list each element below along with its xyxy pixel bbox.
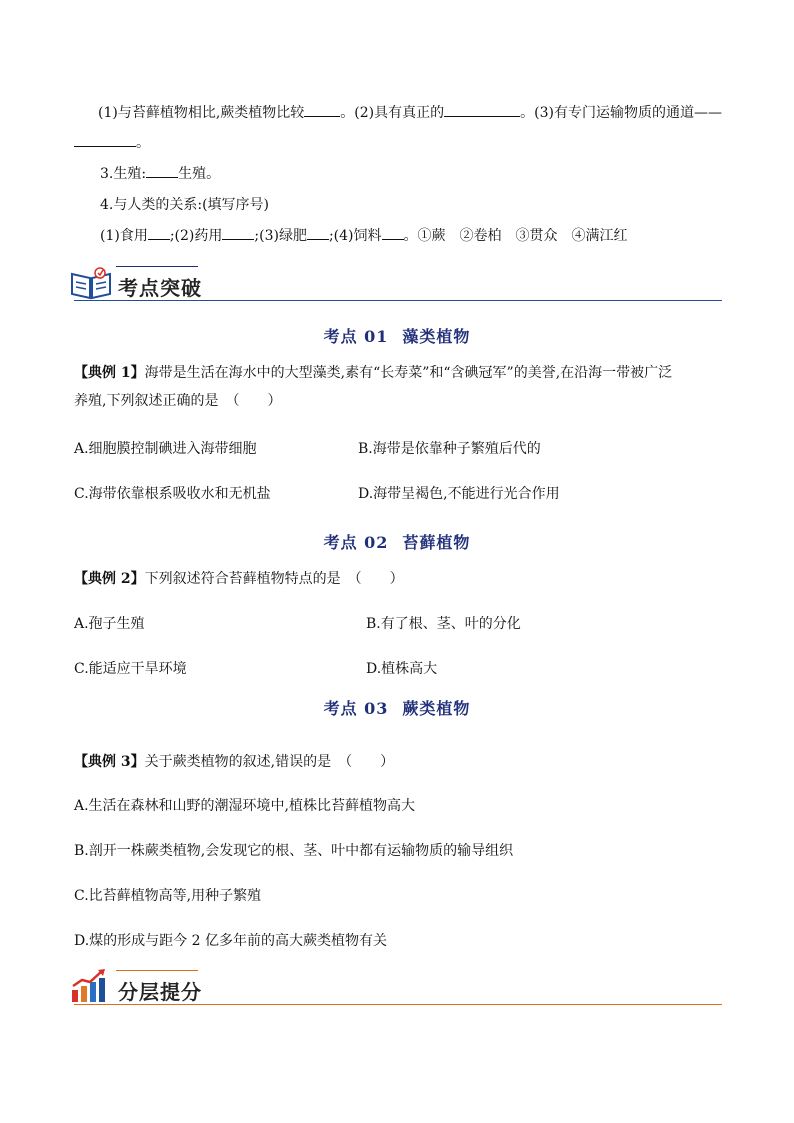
intro-text-5d: ;(4)饲料 xyxy=(328,228,382,244)
intro-line-4 xyxy=(100,196,269,214)
intro-text-4: 4.与人类的关系:(填写序号) xyxy=(100,197,269,213)
kp2-option-a: A.孢子生殖 xyxy=(74,616,145,632)
section2-divider xyxy=(74,1004,722,1005)
kp2-heading xyxy=(0,530,794,553)
kp1-option-c: C.海带依靠根系吸收水和无机盐 xyxy=(74,486,271,502)
blank xyxy=(307,227,329,240)
section-book-icon xyxy=(70,266,112,300)
kp1-option-b: B.海带是依靠种子繁殖后代的 xyxy=(358,441,541,457)
blank xyxy=(222,227,254,240)
kp2-question-text: 下列叙述符合苔藓植物特点的是 （ ） xyxy=(144,571,404,587)
section-title-fenceng: 分层提分 xyxy=(118,980,202,1004)
intro-text-5c: ;(3)绿肥 xyxy=(254,228,307,244)
kp3-option-a: A.生活在森林和山野的潮湿环境中,植株比苔藓植物高大 xyxy=(74,798,416,814)
blank xyxy=(444,104,520,117)
intro-line-2 xyxy=(74,134,150,152)
blank xyxy=(382,227,404,240)
kp1-heading xyxy=(0,324,794,347)
kp3-example-label: 【典例 3】 xyxy=(74,754,145,770)
kp3-option-c: C.比苔藓植物高等,用种子繁殖 xyxy=(74,888,262,904)
kp1-question-text1: 海带是生活在海水中的大型藻类,素有“长寿菜”和“含碘冠军”的美誉,在沿海一带被广泛 xyxy=(144,365,673,381)
kp3-heading xyxy=(0,696,794,719)
blank xyxy=(146,165,178,178)
section-divider xyxy=(74,300,722,301)
section-growth-chart-icon xyxy=(70,968,108,1004)
kp3-question-text: 关于蕨类植物的叙述,错误的是 （ ） xyxy=(144,754,395,770)
kp2-option-d: D.植株高大 xyxy=(366,661,438,677)
kp1-question-text2: 养殖,下列叙述正确的是 （ ） xyxy=(74,393,282,409)
intro-text-5e: 。①蕨 ②卷柏 ③贯众 ④满江红 xyxy=(403,228,628,244)
kp3-question xyxy=(74,753,394,771)
section2-title-overline xyxy=(116,970,198,971)
intro-text-3a: 3.生殖: xyxy=(100,166,147,182)
intro-text-5b: ;(2)药用 xyxy=(169,228,223,244)
kp2-heading-name: 苔藓植物 xyxy=(402,533,471,552)
kp1-example-label: 【典例 1】 xyxy=(74,365,145,381)
kp2-heading-num: 考点 02 xyxy=(323,533,389,552)
kp3-heading-name: 蕨类植物 xyxy=(402,699,471,718)
kp1-heading-name: 藻类植物 xyxy=(402,327,471,346)
intro-text-1b: 。(2)具有真正的 xyxy=(340,105,445,121)
intro-text-3b: 生殖。 xyxy=(178,166,221,182)
kp3-option-b: B.剖开一株蕨类植物,会发现它的根、茎、叶中都有运输物质的输导组织 xyxy=(74,843,514,859)
intro-line-3 xyxy=(100,165,220,183)
kp2-question xyxy=(74,570,404,588)
kp1-option-a: A.细胞膜控制碘进入海带细胞 xyxy=(74,441,257,457)
kp1-question-line1 xyxy=(74,364,672,382)
intro-text-5a: (1)食用 xyxy=(100,228,148,244)
kp3-option-d: D.煤的形成与距今 2 亿多年前的高大蕨类植物有关 xyxy=(74,933,387,949)
kp2-option-b: B.有了根、茎、叶的分化 xyxy=(366,616,521,632)
kp1-heading-num: 考点 01 xyxy=(323,327,389,346)
kp3-heading-num: 考点 03 xyxy=(323,699,389,718)
intro-line-5 xyxy=(100,227,628,245)
blank xyxy=(74,134,136,147)
kp1-question-line2 xyxy=(74,392,281,410)
blank xyxy=(304,104,340,117)
intro-text-1c: 。(3)有专门运输物质的通道—— xyxy=(520,105,722,121)
intro-line-1 xyxy=(98,104,722,122)
intro-text-1a: (1)与苔藓植物相比,蕨类植物比较 xyxy=(98,105,305,121)
intro-text-2: 。 xyxy=(136,135,150,151)
blank xyxy=(148,227,170,240)
section-title-kaodian: 考点突破 xyxy=(118,276,202,300)
kp1-option-d: D.海带呈褐色,不能进行光合作用 xyxy=(358,486,560,502)
kp2-example-label: 【典例 2】 xyxy=(74,571,145,587)
kp2-option-c: C.能适应干旱环境 xyxy=(74,661,187,677)
section-title-overline xyxy=(116,266,198,267)
